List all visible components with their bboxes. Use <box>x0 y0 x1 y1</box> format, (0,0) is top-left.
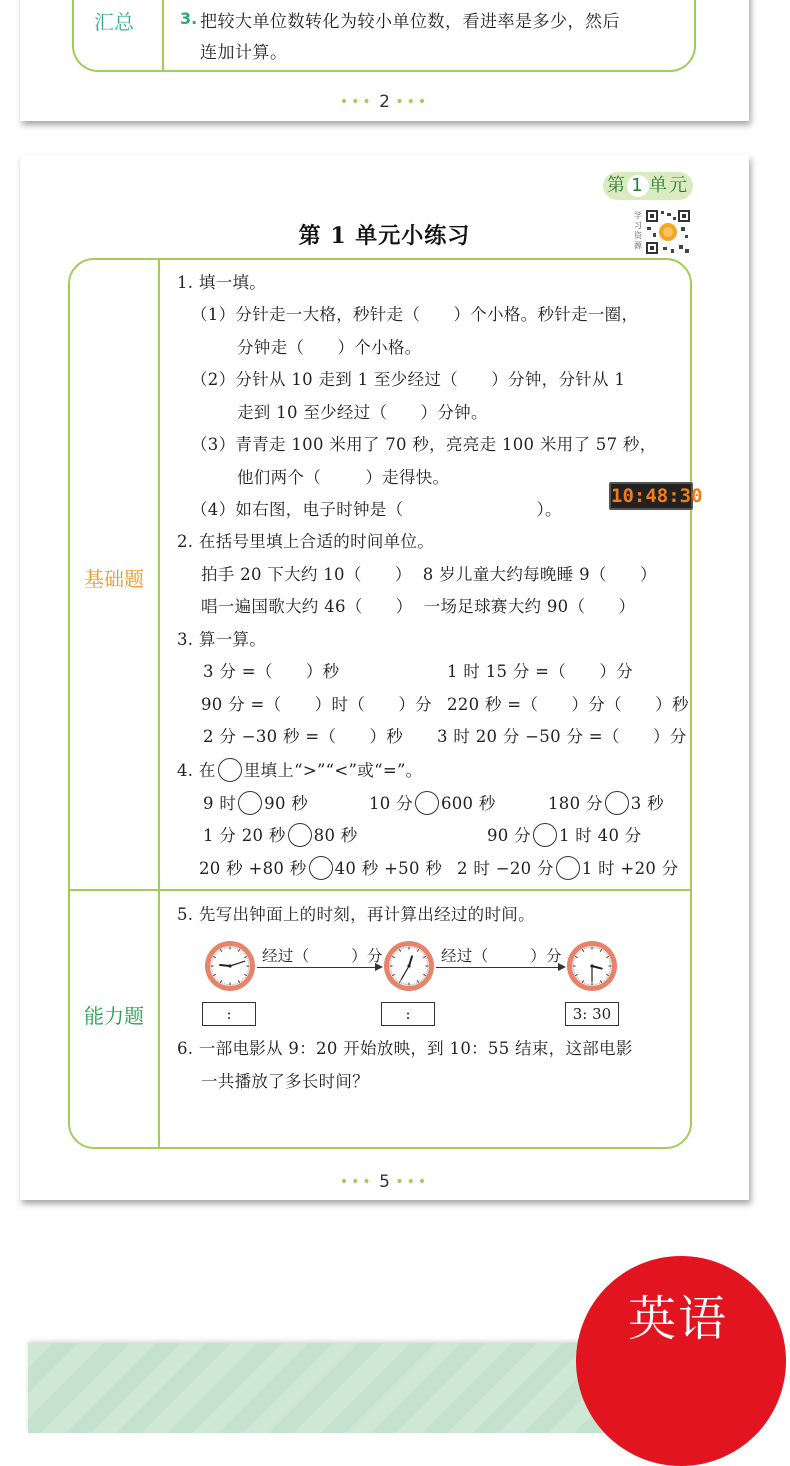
q4-item: 2 时 −20 分 1 时 +20 分 <box>457 855 679 880</box>
summary-divider <box>162 0 164 70</box>
compare-circle[interactable] <box>288 823 312 847</box>
q4-item: 180 分 3 秒 <box>548 790 664 815</box>
q1-sub1-line1: （1）分针走一大格，秒针走（ ）个小格。秒针走一圈， <box>191 301 638 325</box>
clock-face-2 <box>383 940 435 992</box>
english-label: 英语 <box>628 1280 728 1349</box>
summary-item-line-2: 连加计算。 <box>200 38 288 63</box>
compare-circle[interactable] <box>309 856 333 880</box>
q3-c1: 2 分 −30 秒 =（ ）秒 <box>203 723 403 747</box>
q1-sub4: （4）如右图，电子时钟是（ ）。 <box>191 496 562 520</box>
section-label-ability: 能力题 <box>70 1000 158 1029</box>
time-box-2[interactable]: : <box>381 1002 435 1026</box>
q1-sub3-line1: （3）青青走 100 米用了 70 秒，亮亮走 100 米用了 57 秒， <box>191 431 657 455</box>
summary-item-line-1: 把较大单位数转化为较小单位数，看进率是多少，然后 <box>200 7 620 32</box>
q6-line1: 6. 一部电影从 9：20 开始放映，到 10：55 结束，这部电影 <box>177 1035 633 1059</box>
q2-line1: 拍手 20 下大约 10（ ） 8 岁儿童大约每晚睡 9（ ） <box>201 561 657 585</box>
q5-heading: 5. 先写出钟面上的时刻，再计算出经过的时间。 <box>177 901 535 925</box>
clock-pivot <box>590 964 593 967</box>
q4-item: 10 分 600 秒 <box>369 790 496 815</box>
q3-a2: 1 时 15 分 =（ ）分 <box>447 658 633 682</box>
q1-sub2-line2: 走到 10 至少经过（ ）分钟。 <box>237 399 488 423</box>
summary-box <box>72 0 696 72</box>
summary-label: 汇总 <box>94 6 134 35</box>
page-number-text: 5 <box>379 1172 390 1192</box>
q1-sub1-line2: 分钟走（ ）个小格。 <box>237 334 421 358</box>
clock-face-3 <box>566 940 618 992</box>
q3-c2: 3 时 20 分 −50 分 =（ ）分 <box>437 723 687 747</box>
page-number-5: ••• 5 ••• <box>20 1172 749 1192</box>
section-label-basic: 基础题 <box>70 563 158 592</box>
q1-sub3-line2: 他们两个（ ）走得快。 <box>237 464 449 488</box>
q2-line2: 唱一遍国歌大约 46（ ） 一场足球赛大约 90（ ） <box>201 593 635 617</box>
q3-heading: 3. 算一算。 <box>177 626 266 650</box>
q3-b1: 90 分 =（ ）时（ ）分 <box>201 691 432 715</box>
page-number-text: 2 <box>379 92 390 112</box>
q3-b2: 220 秒 =（ ）分（ ）秒 <box>447 691 689 715</box>
q1-sub2-line1: （2）分针从 10 走到 1 至少经过（ ）分钟，分针从 1 <box>191 366 625 390</box>
arrow-1-head <box>375 963 383 971</box>
clock-pivot <box>228 964 231 967</box>
q4-heading: 4. 在 里填上“>”“<”或“=”。 <box>177 757 422 782</box>
unit-tag: 第 1 单元 <box>603 172 693 200</box>
column-divider <box>158 260 160 1147</box>
section-divider <box>70 889 690 891</box>
clock-face-1 <box>204 940 256 992</box>
q2-heading: 2. 在括号里填上合适的时间单位。 <box>177 528 434 552</box>
q3-a1: 3 分 =（ ）秒 <box>203 658 339 682</box>
exercise-page <box>20 155 749 1200</box>
compare-circle[interactable] <box>605 791 629 815</box>
clock-pivot <box>407 964 410 967</box>
arrow-2 <box>436 967 558 968</box>
page-title: 第 1 单元小练习 <box>20 219 749 250</box>
pass-label-1: 经过（ ）分 <box>262 944 383 966</box>
q4-item: 1 分 20 秒 80 秒 <box>203 822 358 847</box>
time-box-1[interactable]: : <box>202 1002 256 1026</box>
previous-page <box>20 0 749 121</box>
pass-label-2: 经过（ ）分 <box>441 944 562 966</box>
compare-circle[interactable] <box>533 823 557 847</box>
practice-box <box>68 258 692 1149</box>
page-number-2: ••• 2 ••• <box>20 92 749 112</box>
q4-item: 20 秒 +80 秒 40 秒 +50 秒 <box>199 855 442 880</box>
q1-heading: 1. 填一填。 <box>177 269 266 293</box>
arrow-2-head <box>558 963 566 971</box>
digital-clock: 10:48:30 <box>609 482 693 510</box>
summary-item-number: 3. <box>180 9 197 28</box>
q4-item: 90 分 1 时 40 分 <box>487 822 642 847</box>
compare-circle[interactable] <box>556 856 580 880</box>
q6-line2: 一共播放了多长时间？ <box>201 1068 369 1092</box>
qr-label: 学习资源 <box>631 211 645 251</box>
compare-circle-sample <box>218 758 242 782</box>
compare-circle[interactable] <box>238 791 262 815</box>
arrow-1 <box>257 967 375 968</box>
q4-item: 9 时 90 秒 <box>203 790 308 815</box>
compare-circle[interactable] <box>415 791 439 815</box>
time-box-3: 3: 30 <box>565 1002 619 1026</box>
